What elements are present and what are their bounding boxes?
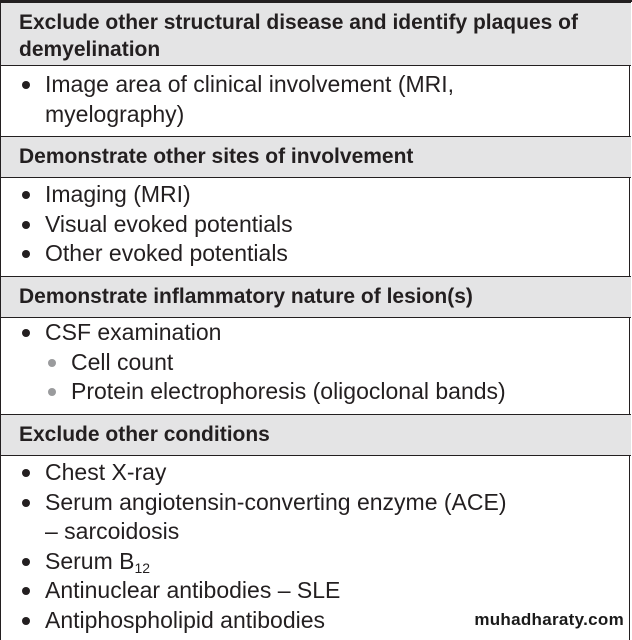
list-item-text: Visual evoked potentials xyxy=(45,210,293,237)
list-item xyxy=(1,547,631,577)
section-items xyxy=(1,458,631,635)
list-item-text: Other evoked potentials xyxy=(45,240,288,266)
bullet-icon xyxy=(22,617,30,625)
list-item-text: Image area of clinical involvement (MRI, myelography) xyxy=(45,71,455,127)
section-heading: Demonstrate inflammatory nature of lesion(s) xyxy=(19,285,473,308)
section-header xyxy=(1,276,631,318)
bullet-icon xyxy=(22,250,30,258)
list-item xyxy=(1,70,465,129)
section-heading: Exclude other structural disease and identify plaques of demyelination xyxy=(19,11,578,61)
section-items xyxy=(1,180,631,269)
list-item-text: Cell count xyxy=(71,348,174,375)
subscript: 12 xyxy=(134,559,151,576)
bullet-icon xyxy=(22,558,30,566)
section-header xyxy=(1,414,631,456)
list-item-text: Antinuclear antibodies – SLE xyxy=(45,577,341,603)
section-header xyxy=(1,136,631,178)
bullet-icon xyxy=(22,191,30,199)
list-item-text: Serum angiotensin-converting enzyme (ACE) – sarcoidosis xyxy=(45,488,507,544)
bullet-icon xyxy=(22,499,30,507)
section-items xyxy=(1,70,631,129)
section-heading: Exclude other conditions xyxy=(19,423,270,446)
list-item xyxy=(1,318,631,348)
list-item xyxy=(1,239,631,269)
list-item-text: Imaging (MRI) xyxy=(45,181,191,207)
sub-list-item xyxy=(1,348,631,378)
list-item-text: Antiphospholipid antibodies xyxy=(45,606,326,633)
list-item xyxy=(1,210,631,240)
bullet-icon xyxy=(22,469,30,477)
list-item-text: Protein electrophoresis (oligoclonal bands) xyxy=(71,378,506,404)
section-heading: Demonstrate other sites of involvement xyxy=(19,145,414,168)
bullet-icon xyxy=(22,221,30,229)
list-item-text: Serum B xyxy=(45,547,135,574)
list-item-text: Chest X-ray xyxy=(45,459,167,485)
bullet-icon xyxy=(22,329,30,337)
sub-bullet-icon xyxy=(48,388,56,396)
bullet-icon xyxy=(22,587,30,595)
bullet-icon xyxy=(22,81,30,89)
sub-list-item xyxy=(1,377,631,407)
list-item xyxy=(1,488,515,547)
sub-bullet-icon xyxy=(48,359,56,367)
list-item-text: CSF examination xyxy=(45,319,222,345)
list-item xyxy=(1,180,631,210)
section-items xyxy=(1,318,631,407)
watermark-text: muhadharaty.com xyxy=(474,610,624,629)
list-item xyxy=(1,458,631,488)
list-item xyxy=(1,576,631,606)
section-header xyxy=(1,2,631,66)
